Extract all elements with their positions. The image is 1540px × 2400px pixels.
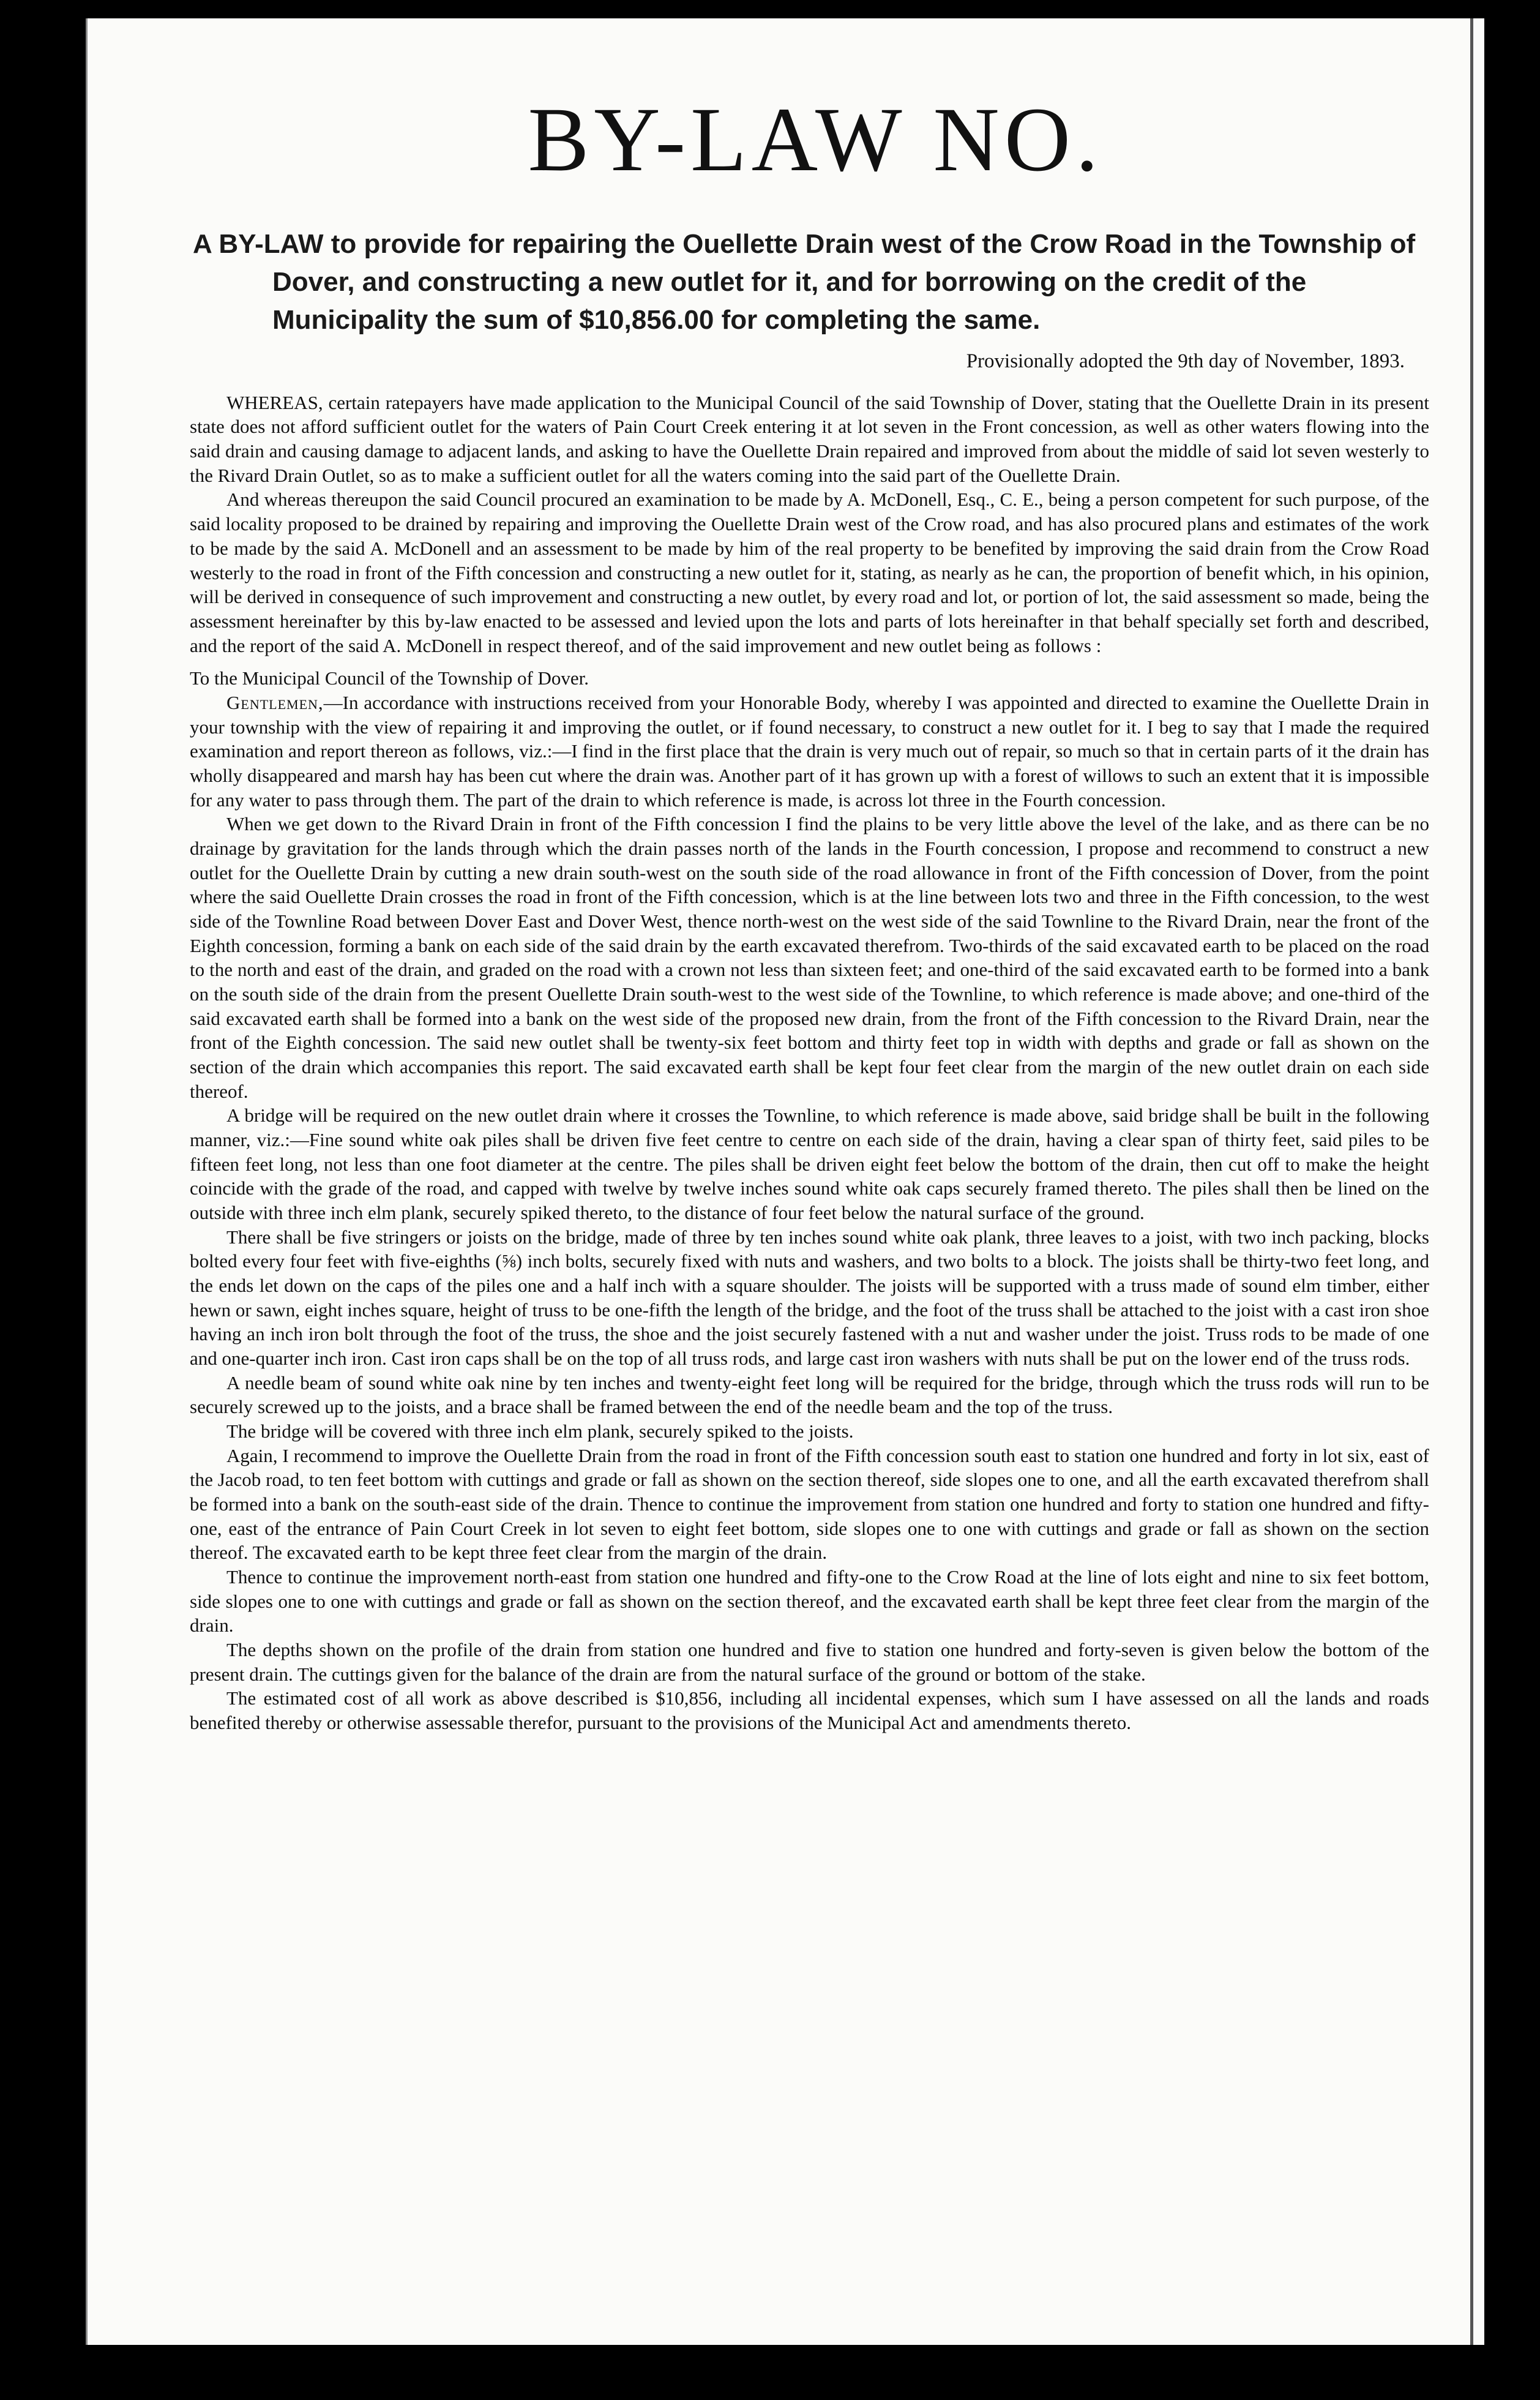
report-salutation: Gentlemen, [226,691,324,713]
page-title: BY-LAW NO. [528,89,1104,190]
report-address: To the Municipal Council of the Township of Dover. [190,667,589,689]
bylaw-heading: A BY-LAW to provide for repairing the Ouellette Drain west of the Crow Road in the Township of Dover, and constructing a new outlet for it, and for borrowing on the credit of the Municipality the sum of $10,856.00 for completing the same. [193,228,1416,336]
report-paragraph-4: There shall be five stringers or joists on the bridge, made of three by ten inches sound white oak plank, three leaves to a joist, with two inch packing, blocks bolted every four feet with five-eighths (⅝) inch bolts, securely fixed with nuts and washers, and two bolts to a block. The joists shall be thirty-two feet long, and the ends let down on the caps of the piles one and a half inch with a square shoulder. The joists will be supported with a truss made of sound elm timber, either hewn or sawn, eight inches square, height of truss to be one-fifth the length of the bridge, and the foot of the truss shall be attached to the joist with a cast iron shoe having an inch iron bolt through the foot of the truss, the shoe and the joist securely fastened with a nut and washer under the joist. Truss rods to be made of one and one-quarter inch iron. Cast iron caps shall be on the top of all truss rods, and large cast iron washers with nuts shall be put on the lower end of the truss rods. [190,1226,1429,1369]
page-right-edge [1470,18,1473,2345]
page-left-edge [86,18,88,2345]
report-paragraph-8: Thence to continue the improvement north-east from station one hundred and fifty-one to the Crow Road at the line of lots eight and nine to six feet bottom, side slopes one to one with cuttings and grade or fall as shown on the section thereof, and the excavated earth shall be kept three feet clear from the margin of the drain. [190,1566,1429,1637]
report-paragraph-7: Again, I recommend to improve the Ouellette Drain from the road in front of the Fifth concession south east to station one hundred and forty in lot six, east of the Jacob road, to ten feet bottom with cuttings and grade or fall as shown on the section thereof, side slopes one to one, and all the earth excavated therefrom shall be formed into a bank on the south-east side of the drain. Thence to continue the improvement from station one hundred and forty to station one hundred and fifty-one, east of the entrance of Pain Court Creek in lot seven to eight feet bottom, side slopes one to one with cuttings and grade or fall as shown on the section thereof. The excavated earth to be kept three feet clear from the margin of the drain. [190,1444,1429,1564]
report-paragraph-2: When we get down to the Rivard Drain in front of the Fifth concession I find the plains to be very little above the level of the lake, and as there can be no drainage by gravitation for the lands through which the drain passes north of the lands in the Fourth concession, I propose and recommend to construct a new outlet for the Ouellette Drain by cutting a new drain south-west on the south side of the road allowance in front of the Fifth concession of Dover, from the point where the said Ouellette Drain crosses the road in front of the Fifth concession, which is at the line between lots two and three in the Fifth concession, to the west side of the Townline Road between Dover East and Dover West, thence north-west on the west side of the said Townline to the Rivard Drain, near the front of the Eighth concession, forming a bank on each side of the said drain by the earth excavated therefrom. Two-thirds of the said excavated earth to be placed on the road to the north and east of the drain, and graded on the road with a crown not less than sixteen feet; and one-third of the said excavated earth to be formed into a bank on the south side of the drain from the present Ouellette Drain south-west to the west side of the Townline, to which reference is made above; and one-third of the said excavated earth shall be formed into a bank on the west side of the proposed new drain, from the front of the Fifth concession to the Rivard Drain, near the front of the Eighth concession. The said new outlet shall be twenty-six feet bottom and thirty feet top in width with depths and grade or fall as shown on the section of the drain which accompanies this report. The said excavated earth shall be kept four feet clear from the margin of the new outlet drain on each side thereof. [190,813,1429,1102]
whereas-paragraph-2: And whereas thereupon the said Council procured an examination to be made by A. McDonell, Esq., C. E., being a person competent for such purpose, of the said locality proposed to be drained by repairing and improving the Ouellette Drain west of the Crow road, and has also procured plans and estimates of the work to be made by the said A. McDonell and an assessment to be made by him of the real property to be benefited by improving the said drain from the Crow Road westerly to the road in front of the Fifth concession and constructing a new outlet for it, stating, as nearly as he can, the proportion of benefit which, in his opinion, will be derived in consequence of such improvement and constructing a new outlet, by every road and lot, or portion of lot, the said assessment so made, being the assessment hereinafter by this by-law enacted to be assessed and levied upon the lots and parts of lots hereinafter in that behalf specially set forth and described, and the report of the said A. McDonell in respect thereof, and of the said improvement and new outlet being as follows : [190,489,1429,656]
provisional-adoption-date: Provisionally adopted the 9th day of November, 1893. [966,350,1405,372]
report-paragraph-1 [190,691,1429,812]
whereas-paragraph-1: WHEREAS, certain ratepayers have made application to the Municipal Council of the said Township of Dover, stating that the Ouellette Drain in its present state does not afford sufficient outlet for the waters of Pain Court Creek entering it at lot seven in the Front concession, as well as other waters flowing into the said drain and causing damage to adjacent lands, and asking to have the Ouellette Drain repaired and improved from about the middle of said lot seven westerly to the Rivard Drain Outlet, so as to make a sufficient outlet for all the waters coming into the said part of the Ouellette Drain. [190,391,1429,486]
report-paragraph-5: A needle beam of sound white oak nine by ten inches and twenty-eight feet long will be required for the bridge, through which the truss rods will run to be securely screwed up to the joists, and a brace shall be framed between the end of the needle beam and the top of the truss. [190,1371,1429,1418]
report-paragraph-6: The bridge will be covered with three inch elm plank, securely spiked to the joists. [226,1420,854,1442]
report-paragraph-1-text: —In accordance with instructions received from your Honorable Body, whereby I was appointed and directed to examine the Ouellette Drain in your township with the view of repairing it and improving the outlet, or if found necessary, to construct a new outlet for it. I beg to say that I made the required examination and report thereon as follows, viz.:—I find in the first place that the drain is very much out of repair, so much so that in certain parts of it the drain has wholly disappeared and marsh hay has been cut where the drain was. Another part of it has grown up with a forest of willows to such an extent that it is impossible for any water to pass through them. The part of the drain to which reference is made, is across lot three in the Fourth concession. [190,691,1429,811]
report-paragraph-3: A bridge will be required on the new outlet drain where it crosses the Townline, to which reference is made above, said bridge shall be built in the following manner, viz.:—Fine sound white oak piles shall be driven five feet centre to centre on each side of the drain, having a clear span of thirty feet, said piles to be fifteen feet long, not less than one foot diameter at the centre. The piles shall be driven eight feet below the bottom of the drain, then cut off to make the height coincide with the grade of the road, and capped with twelve by twelve inches sound white oak caps securely framed thereto. The piles shall then be lined on the outside with three inch elm plank, securely spiked thereto, to the distance of four feet below the natural surface of the ground. [190,1104,1429,1223]
report-paragraph-10: The estimated cost of all work as above described is $10,856, including all incidental expenses, which sum I have assessed on all the lands and roads benefited thereby or otherwise assessable therefor, pursuant to the provisions of the Municipal Act and amendments thereto. [190,1687,1429,1734]
report-paragraph-9: The depths shown on the profile of the drain from station one hundred and five to station one hundred and forty-seven is given below the bottom of the present drain. The cuttings given for the balance of the drain are from the natural surface of the ground or bottom of the stake. [190,1639,1429,1685]
document-page [86,18,1484,2345]
